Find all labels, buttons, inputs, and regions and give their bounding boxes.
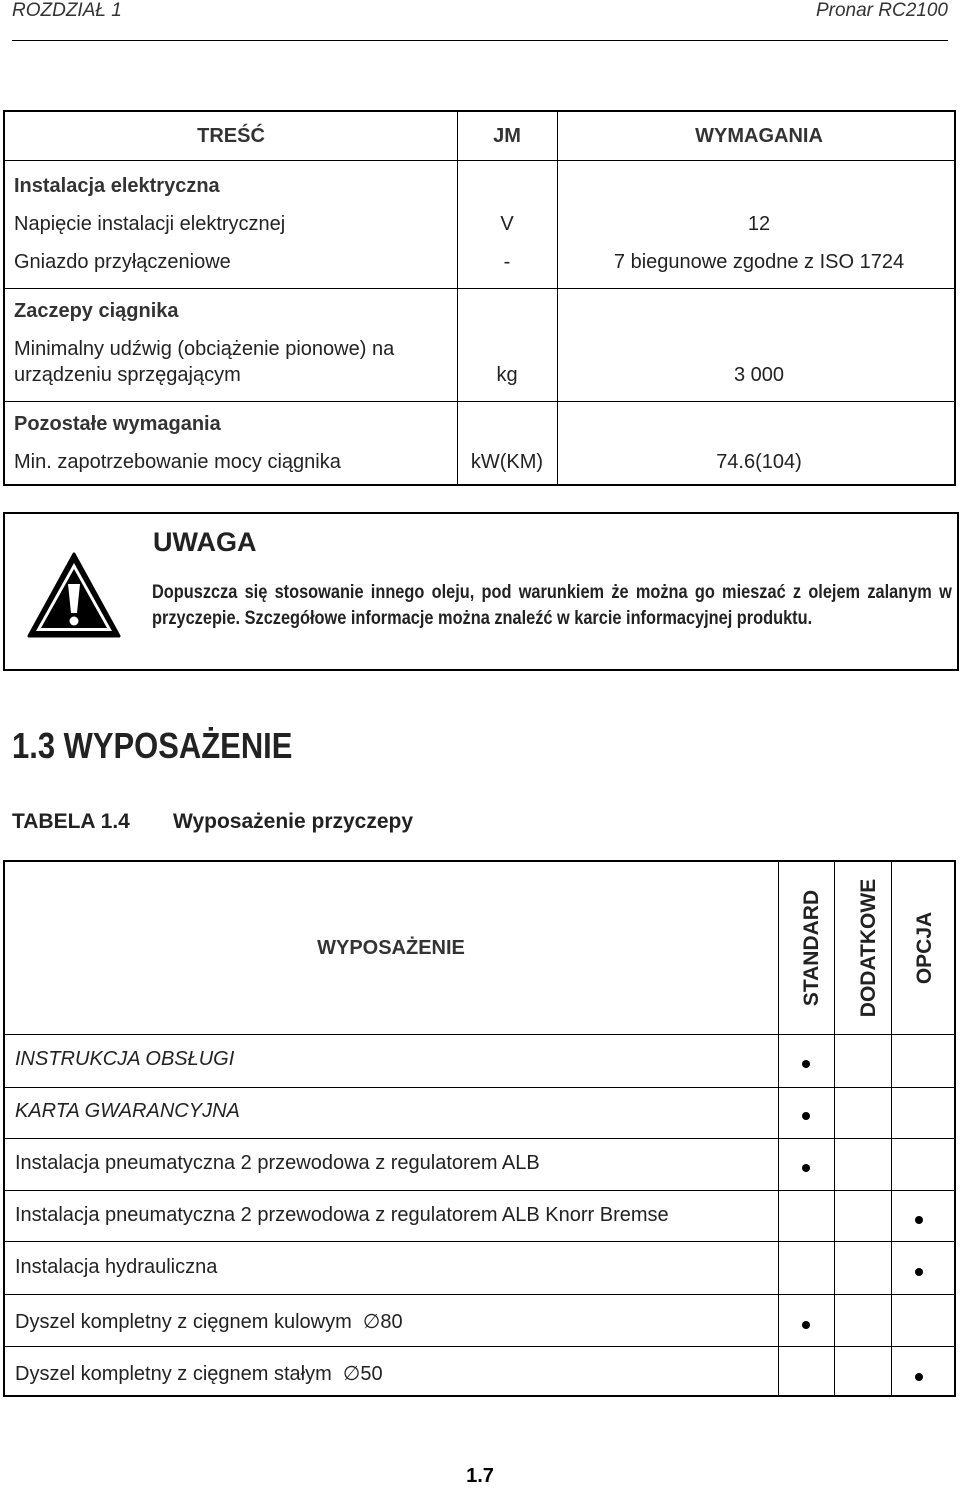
row-unit: V [500, 213, 514, 235]
warning-text: Dopuszcza się stosowanie innego oleju, pod warunkiem że można go mieszać z olejem zalanym w przyczepie. Szczegółowe informacje można znaleźć w karcie informacyjnej produktu. [152, 582, 952, 629]
requirements-table [3, 110, 956, 486]
row-unit: - [503, 251, 511, 273]
row-label: Napięcie instalacji elektrycznej [14, 213, 286, 235]
row-value: 12 [747, 213, 771, 235]
column-divider [834, 862, 835, 1395]
section-heading: 1.3 WYPOSAŻENIE [12, 725, 293, 766]
equipment-row [15, 1309, 403, 1334]
equipment-row-label: Instalacja pneumatyczna 2 przewodowa z regulatorem ALB Knorr Bremse [15, 1204, 669, 1226]
standard-mark [802, 1060, 810, 1068]
equipment-row-label: Dyszel kompletny z cięgnem stałym [15, 1363, 332, 1385]
equipment-row-label: KARTA GWARANCYJNA [15, 1100, 240, 1122]
option-mark [915, 1373, 923, 1381]
row-divider [5, 160, 954, 161]
standard-mark [802, 1112, 810, 1120]
standard-mark [802, 1321, 810, 1329]
row-divider [5, 1190, 954, 1191]
column-divider [457, 112, 458, 484]
row-divider [5, 1138, 954, 1139]
row-divider [5, 1241, 954, 1242]
row-divider [5, 1294, 954, 1295]
warning-title: UWAGA [153, 527, 257, 557]
header-option: OPCJA [913, 911, 936, 985]
section-title: Instalacja elektryczna [14, 175, 220, 197]
chapter-label: ROZDZIAŁ 1 [12, 0, 122, 21]
row-divider [5, 288, 954, 289]
header-rule [12, 40, 948, 41]
warning-triangle-icon [26, 550, 122, 640]
header-equipment: WYPOSAŻENIE [317, 937, 465, 959]
header-additional: DODATKOWE [857, 878, 880, 1018]
row-divider [5, 1087, 954, 1088]
option-mark [915, 1268, 923, 1276]
header-requirements: WYMAGANIA [695, 125, 823, 147]
diameter-icon: ∅ [337, 1363, 361, 1385]
table-caption: Wyposażenie przyczepy [173, 810, 414, 833]
row-value: 7 biegunowe zgodne z ISO 1724 [613, 251, 905, 273]
row-label-line2: urządzeniu sprzęgającym [14, 364, 241, 386]
section-title: Zaczepy ciągnika [14, 300, 179, 322]
product-name: Pronar RC2100 [815, 0, 948, 21]
diameter-value: 80 [380, 1311, 403, 1333]
row-divider [5, 401, 954, 402]
equipment-row-label: INSTRUKCJA OBSŁUGI [15, 1048, 235, 1070]
diameter-icon: ∅ [357, 1311, 381, 1333]
table-label: TABELA 1.4 [12, 810, 130, 833]
column-divider [891, 862, 892, 1395]
column-divider [778, 862, 779, 1395]
equipment-row [15, 1361, 383, 1386]
page-number: 1.7 [466, 1465, 494, 1487]
row-label-line1: Minimalny udźwig (obciążenie pionowe) na [14, 338, 395, 360]
section-title: Pozostałe wymagania [14, 413, 221, 435]
row-label: Gniazdo przyłączeniowe [14, 251, 231, 273]
column-divider [557, 112, 558, 484]
equipment-row-label: Instalacja hydrauliczna [15, 1256, 218, 1278]
standard-mark [802, 1164, 810, 1172]
equipment-row-label: Dyszel kompletny z cięgnem kulowym [15, 1311, 352, 1333]
row-divider [5, 1034, 954, 1035]
row-value: 74.6(104) [716, 451, 802, 473]
equipment-table [3, 860, 956, 1397]
header-content: TREŚĆ [197, 125, 265, 147]
row-divider [5, 1346, 954, 1347]
row-unit: kg [496, 364, 518, 386]
header-unit: JM [493, 125, 521, 147]
option-mark [915, 1216, 923, 1224]
equipment-row-label: Instalacja pneumatyczna 2 przewodowa z regulatorem ALB [15, 1152, 540, 1174]
row-unit: kW(KM) [470, 451, 544, 473]
row-label: Min. zapotrzebowanie mocy ciągnika [14, 451, 341, 473]
diameter-value: 50 [360, 1363, 383, 1385]
warning-box [3, 512, 959, 671]
header-standard: STANDARD [800, 889, 823, 1007]
row-value: 3 000 [733, 364, 785, 386]
